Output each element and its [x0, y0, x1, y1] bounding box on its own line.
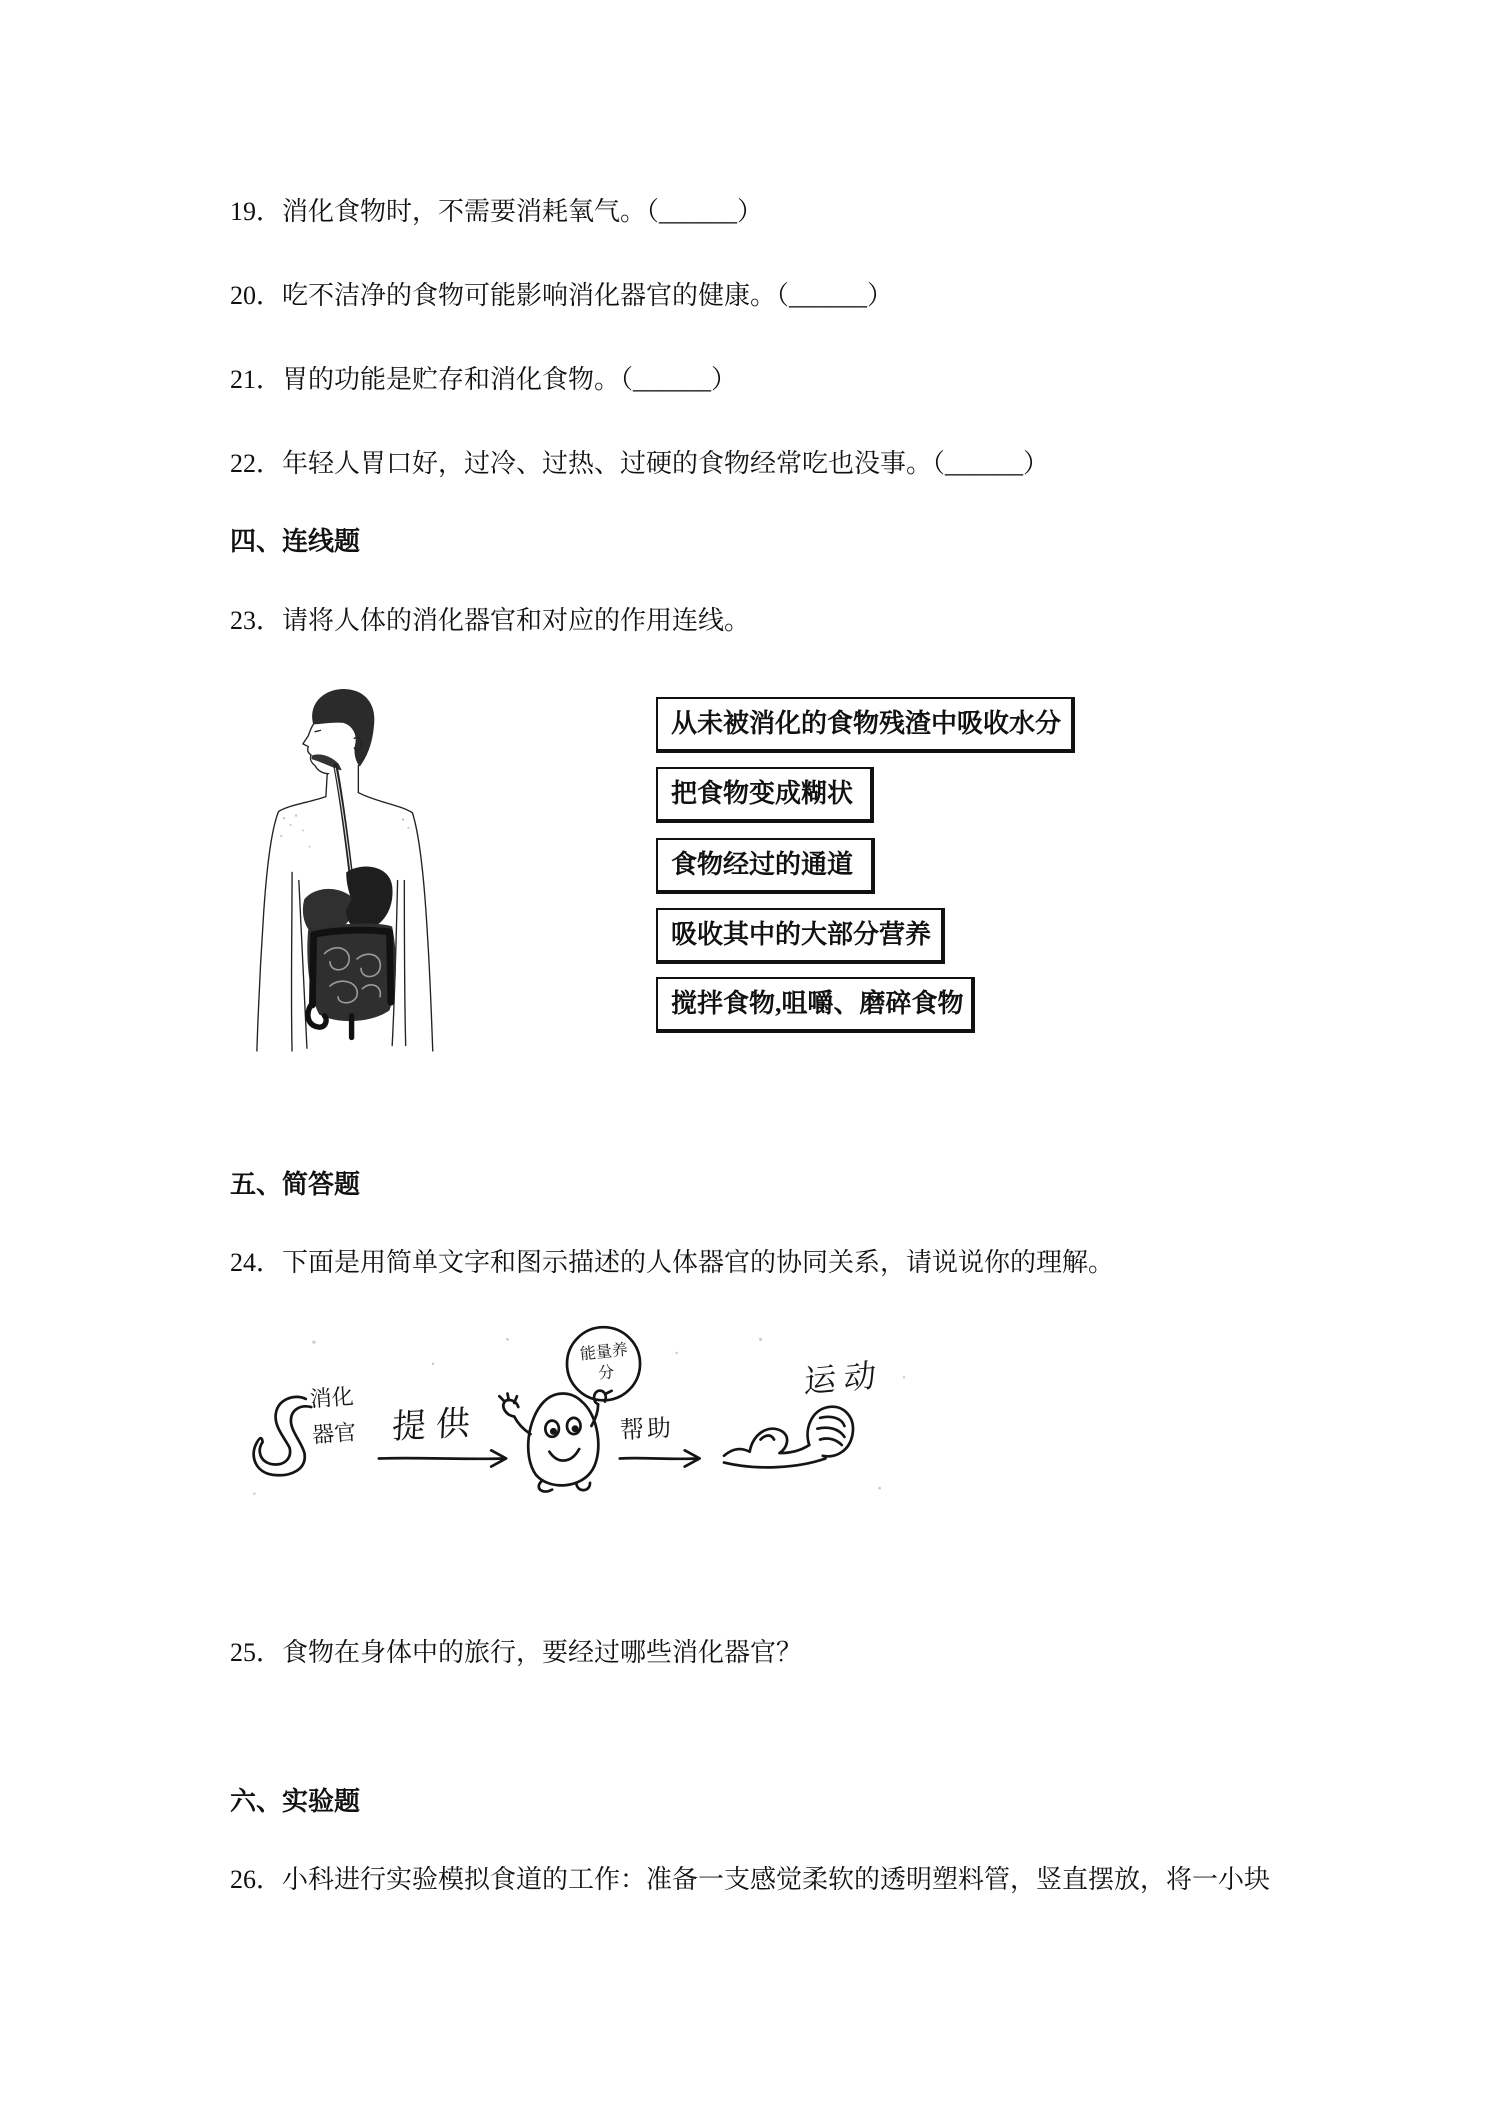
character-left-pupil	[551, 1429, 555, 1433]
question-number: 19．	[230, 197, 283, 226]
question-text: 吃不洁净的食物可能影响消化器官的健康。（______）	[282, 281, 894, 310]
section-heading-experiment: 六、实验题	[230, 1787, 361, 1816]
character-left-arm	[514, 1417, 530, 1435]
section-heading-short-answer: 五、简答题	[230, 1170, 361, 1199]
muscle-line	[761, 1435, 775, 1439]
character-right-foot	[576, 1483, 590, 1490]
arrow-provide-line	[379, 1458, 505, 1459]
function-box-food-passage: 食物经过的通道	[656, 838, 875, 894]
question-number: 20．	[230, 281, 283, 310]
function-box-absorb-water: 从未被消化的食物残渣中吸收水分	[656, 697, 1075, 753]
speckle-dot	[878, 1487, 881, 1490]
speckle-dot	[506, 1338, 509, 1341]
organ-label: 消化器官	[308, 1384, 358, 1449]
function-box-mash-food: 把食物变成糊状	[656, 767, 874, 823]
left-arm-inner-outline	[291, 872, 292, 1051]
eye	[315, 730, 320, 731]
function-box-absorb-nutrients: 吸收其中的大部分营养	[656, 908, 945, 964]
flexed-arm-lower	[724, 1458, 826, 1467]
question-text: 请将人体的消化器官和对应的作用连线。	[282, 606, 751, 635]
character-body	[528, 1394, 598, 1486]
digestive-organs	[303, 766, 396, 1038]
fist-fingers	[817, 1417, 844, 1445]
arrow-help-line	[620, 1458, 698, 1459]
question-number: 25．	[230, 1638, 283, 1667]
neck-outline	[326, 766, 358, 797]
speech-bubble-text: 能量养分	[579, 1339, 629, 1383]
question-22	[230, 448, 1049, 480]
question-number: 23．	[230, 606, 283, 635]
speckle-dot	[759, 1338, 762, 1341]
question-number: 21．	[230, 365, 283, 394]
character-left-hand	[499, 1394, 518, 1417]
speckle-dot	[407, 827, 409, 829]
speckle-dot	[283, 817, 285, 819]
exercise-label: 运动	[803, 1355, 885, 1401]
liver	[303, 889, 353, 929]
question-text: 年轻人胃口好，过冷、过热、过硬的食物经常吃也没事。（______）	[282, 449, 1050, 478]
question-text: 下面是用简单文字和图示描述的人体器官的协同关系，请说说你的理解。	[282, 1248, 1115, 1277]
stomach	[346, 867, 392, 930]
arrow-help-label: 帮助	[619, 1413, 675, 1445]
question-24	[230, 1247, 1114, 1279]
question-25	[230, 1637, 802, 1669]
flexed-arm-fist	[808, 1407, 853, 1457]
speckle-dot	[253, 1492, 255, 1494]
function-box-chew-grind: 搅拌食物,咀嚼、磨碎食物	[656, 977, 975, 1033]
speckle-dot	[312, 1340, 315, 1343]
speckle-dot	[432, 1363, 434, 1365]
speckle-dot	[675, 1352, 677, 1354]
question-21	[230, 364, 737, 396]
stomach-drawing-outer	[254, 1406, 312, 1475]
question-text: 胃的功能是贮存和消化食物。（______）	[282, 365, 738, 394]
question-text: 消化食物时，不需要消耗氧气。（______）	[282, 197, 764, 226]
speckle-dot	[402, 818, 404, 820]
arrow-provide-label: 提供	[391, 1402, 481, 1448]
human-digestive-system-figure	[254, 683, 437, 1055]
speckle-dot	[302, 830, 304, 832]
question-23	[230, 605, 750, 637]
character-right-pupil	[573, 1427, 577, 1431]
speckle-dot	[903, 1376, 905, 1378]
character-right-hand	[594, 1391, 612, 1405]
speckle-dot	[280, 835, 282, 837]
question-19	[230, 196, 763, 228]
question-number: 22．	[230, 449, 283, 478]
flexed-arm-upper	[724, 1429, 809, 1456]
question-number: 26．	[230, 1865, 283, 1894]
right-arm-inner-outline	[404, 880, 405, 1045]
speckle-dot	[309, 846, 311, 848]
section-heading-matching: 四、连线题	[230, 527, 361, 556]
question-text: 食物在身体中的旅行，要经过哪些消化器官？	[282, 1638, 803, 1667]
question-20	[230, 280, 893, 312]
speckle-dot	[295, 814, 297, 816]
intestines	[307, 924, 396, 1022]
question-26	[230, 1864, 1270, 1896]
question-text: 小科进行实验模拟食道的工作：准备一支感觉柔软的透明塑料管，竖直摆放，将一小块	[282, 1865, 1271, 1894]
speckle-dot	[290, 824, 292, 826]
organ-cooperation-diagram	[230, 1323, 927, 1506]
hair	[313, 690, 374, 766]
question-number: 24．	[230, 1248, 283, 1277]
character-mouth	[549, 1449, 579, 1461]
